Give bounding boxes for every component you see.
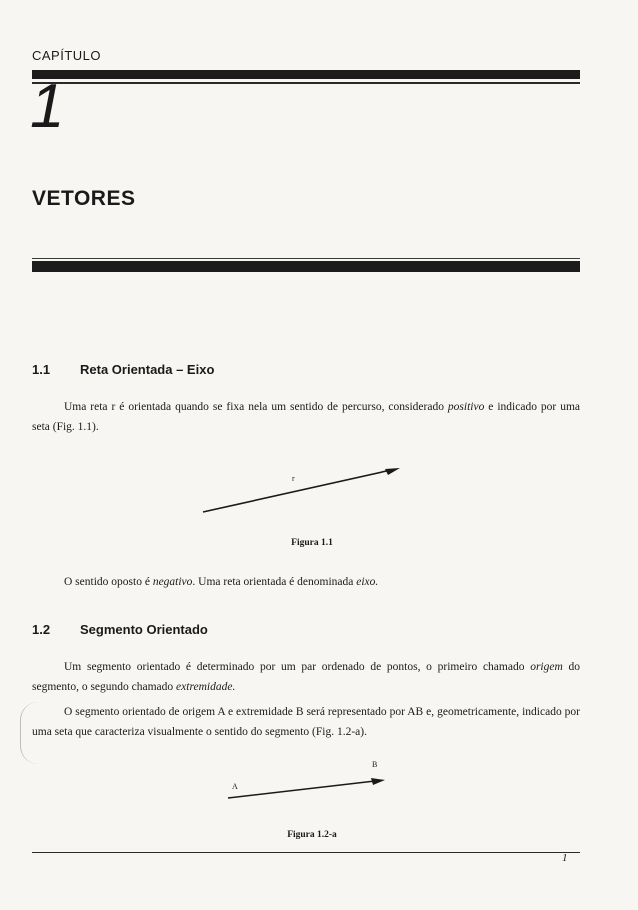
paragraph-text: Uma reta r é orientada quando se fixa nela um sentido de percurso, considerado [64,401,448,413]
paragraph-1-2-a [32,657,580,697]
header-rule-top [32,82,580,84]
oriented-line-r [203,470,391,512]
chapter-number: 1 [30,72,65,141]
paragraph-1-1-a [32,397,580,437]
page-number: 1 [562,852,568,864]
section-number: 1.2 [32,622,51,637]
figure-1-2-a-label-a: A [232,782,238,791]
chapter-title: VETORES [32,187,136,210]
section-heading-1-1 [32,362,214,377]
emphasis-text: eixo. [356,576,379,588]
paragraph-text: O segmento orientado de origem A e extremidade B será representado por AB e, geometricamente, indicado por uma seta que caracteriza visualmente o sentido do segmento (Fig. 1.2-a). [32,706,580,738]
figure-1-2-a-diagram [222,768,392,808]
footer-rule [32,852,580,853]
segment-ab [228,781,375,798]
chapter-label: CAPÍTULO [32,48,102,63]
paragraph-text: . Uma reta orientada é denominada [192,576,357,588]
figure-1-2-a-label-b: B [372,760,378,769]
section-title: Segmento Orientado [80,622,208,637]
header-bar-bottom [32,261,580,272]
header-rule-bottom [32,258,580,259]
figure-1-1-caption: Figura 1.1 [291,538,333,548]
paragraph-text: Um segmento orientado é determinado por um par ordenado de pontos, o primeiro chamado [64,661,531,673]
emphasis-text: origem [530,661,563,673]
arrow-head-icon [371,778,385,785]
emphasis-text: positivo [447,401,485,413]
emphasis-text: extremidade. [176,681,236,693]
figure-1-1-diagram [195,460,410,520]
header-bar-top [32,70,580,79]
paragraph-1-2-b [32,702,580,742]
paragraph-text: O sentido oposto é [64,576,153,588]
paragraph-text: do segmento, o segundo chamado [32,661,581,693]
paragraph-text: e indicado por uma seta (Fig. 1.1). [32,401,580,433]
arrow-head-icon [385,468,400,475]
section-heading-1-2 [32,622,208,637]
emphasis-text: negativo [152,576,193,588]
section-number: 1.1 [32,362,51,377]
paragraph-1-1-b [32,572,580,592]
figure-1-1-label: r [292,474,295,483]
section-title: Reta Orientada – Eixo [80,362,215,377]
figure-1-2-a-caption: Figura 1.2-a [287,830,337,840]
